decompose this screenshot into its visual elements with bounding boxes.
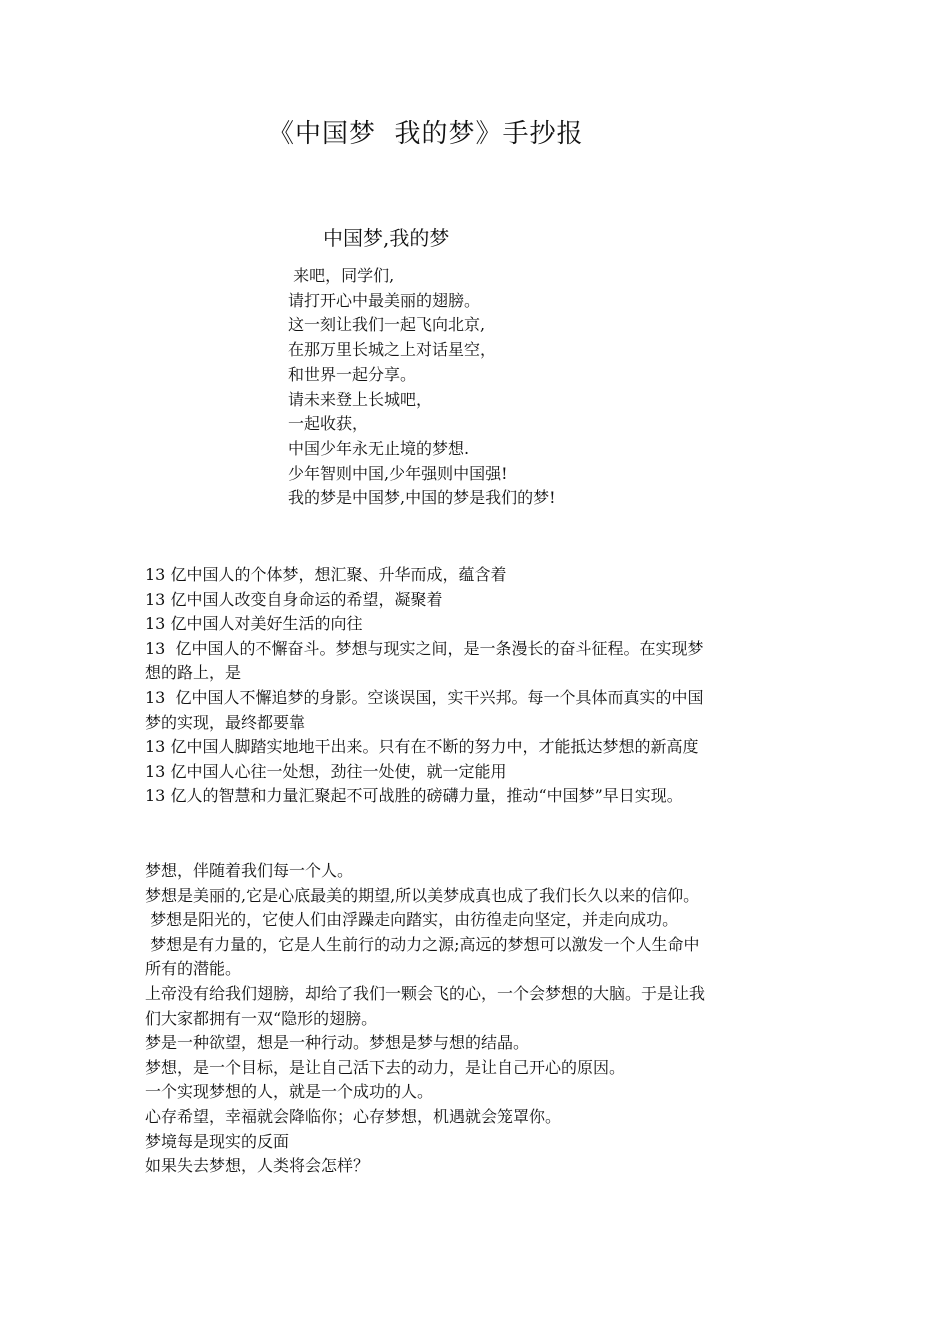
- poem-line: 来吧，同学们,: [288, 266, 395, 285]
- paragraph: [145, 1105, 813, 1130]
- text-line: 梦是一种欲望，想是一种行动。梦想是梦与想的结晶。: [145, 1033, 530, 1053]
- paragraph: [145, 1031, 813, 1056]
- text-line: 13 亿人的智慧和力量汇聚起不可战胜的磅礴力量，推动“中国梦”早日实现。: [145, 786, 683, 806]
- text-line: 所有的潜能。: [145, 959, 242, 979]
- paragraph: [145, 859, 813, 884]
- poem-line: 和世界一起分享。: [288, 364, 417, 384]
- poem-line: 这一刻让我们一起飞向北京,: [288, 315, 486, 335]
- document-title: 《中国梦 我的梦》手抄报: [268, 119, 584, 149]
- section-13-billion: [145, 563, 813, 809]
- text-line: 13 亿中国人的个体梦，想汇聚、升华而成，蕴含着: [145, 565, 507, 584]
- paragraph: [145, 1056, 813, 1081]
- poem-line: 请打开心中最美丽的翅膀。: [288, 290, 481, 310]
- text-line: 梦想，是一个目标，是让自己活下去的动力，是让自己开心的原因。: [145, 1057, 626, 1077]
- paragraph: [145, 563, 813, 588]
- paragraph: [145, 637, 813, 686]
- text-line: 梦想是有力量的，它是人生前行的动力之源;高远的梦想可以激发一个人生命中: [145, 934, 700, 954]
- poem-line: 我的梦是中国梦,中国的梦是我们的梦!: [288, 488, 556, 508]
- poem-line: 请未来登上长城吧，: [288, 389, 433, 409]
- paragraph: [145, 908, 813, 933]
- text-line: 心存希望，幸福就会降临你；心存梦想，机遇就会笼罩你。: [145, 1106, 562, 1126]
- text-line: 13 亿中国人不懈追梦的身影。空谈误国，实干兴邦。每一个具体而真实的中国: [145, 687, 704, 707]
- poem-title: 中国梦,我的梦: [323, 226, 450, 250]
- paragraph: [145, 1080, 813, 1105]
- poem-line: 少年智则中国,少年强则中国强!: [288, 463, 508, 483]
- paragraph: [145, 735, 813, 760]
- text-line: 梦想是阳光的，它使人们由浮躁走向踏实，由彷徨走向坚定，并走向成功。: [145, 910, 679, 930]
- text-line: 想的路上，是: [145, 663, 242, 683]
- text-line: 上帝没有给我们翅膀，却给了我们一颗会飞的心，一个会梦想的大脑。于是让我: [145, 983, 706, 1003]
- poem-line: 中国少年永无止境的梦想.: [288, 438, 470, 458]
- paragraph: [145, 1154, 813, 1179]
- text-line: 13 亿中国人心往一处想，劲往一处使，就一定能用: [145, 761, 507, 781]
- poem-line: 一起收获，: [288, 414, 369, 434]
- paragraph: [145, 933, 813, 982]
- text-line: 梦想是美丽的,它是心底最美的期望,所以美梦成真也成了我们长久以来的信仰。: [145, 885, 700, 905]
- paragraph: [145, 686, 813, 735]
- poem-line: 在那万里长城之上对话星空，: [288, 340, 497, 360]
- text-line: 13 亿中国人的不懈奋斗。梦想与现实之间，是一条漫长的奋斗征程。在实现梦: [145, 638, 704, 658]
- text-line: 梦境每是现实的反面: [145, 1131, 290, 1151]
- paragraph: [145, 784, 813, 809]
- text-line: 梦想，伴随着我们每一个人。: [145, 861, 354, 880]
- paragraph: [145, 760, 813, 785]
- text-line: 13 亿中国人对美好生活的向往: [145, 614, 363, 634]
- section-dreams: [145, 859, 813, 1179]
- text-line: 梦的实现，最终都要靠: [145, 712, 306, 732]
- text-line: 们大家都拥有一双“隐形的翅膀。: [145, 1008, 378, 1028]
- text-line: 一个实现梦想的人，就是一个成功的人。: [145, 1082, 434, 1102]
- paragraph: [145, 1130, 813, 1155]
- paragraph: [145, 612, 813, 637]
- text-line: 如果失去梦想，人类将会怎样？: [145, 1156, 370, 1176]
- text-line: 13 亿中国人改变自身命运的希望，凝聚着: [145, 589, 443, 609]
- text-line: 13 亿中国人脚踏实地地干出来。只有在不断的努力中，才能抵达梦想的新高度: [145, 737, 699, 757]
- paragraph: [145, 884, 813, 909]
- poem: [288, 264, 808, 511]
- paragraph: [145, 982, 813, 1031]
- paragraph: [145, 588, 813, 613]
